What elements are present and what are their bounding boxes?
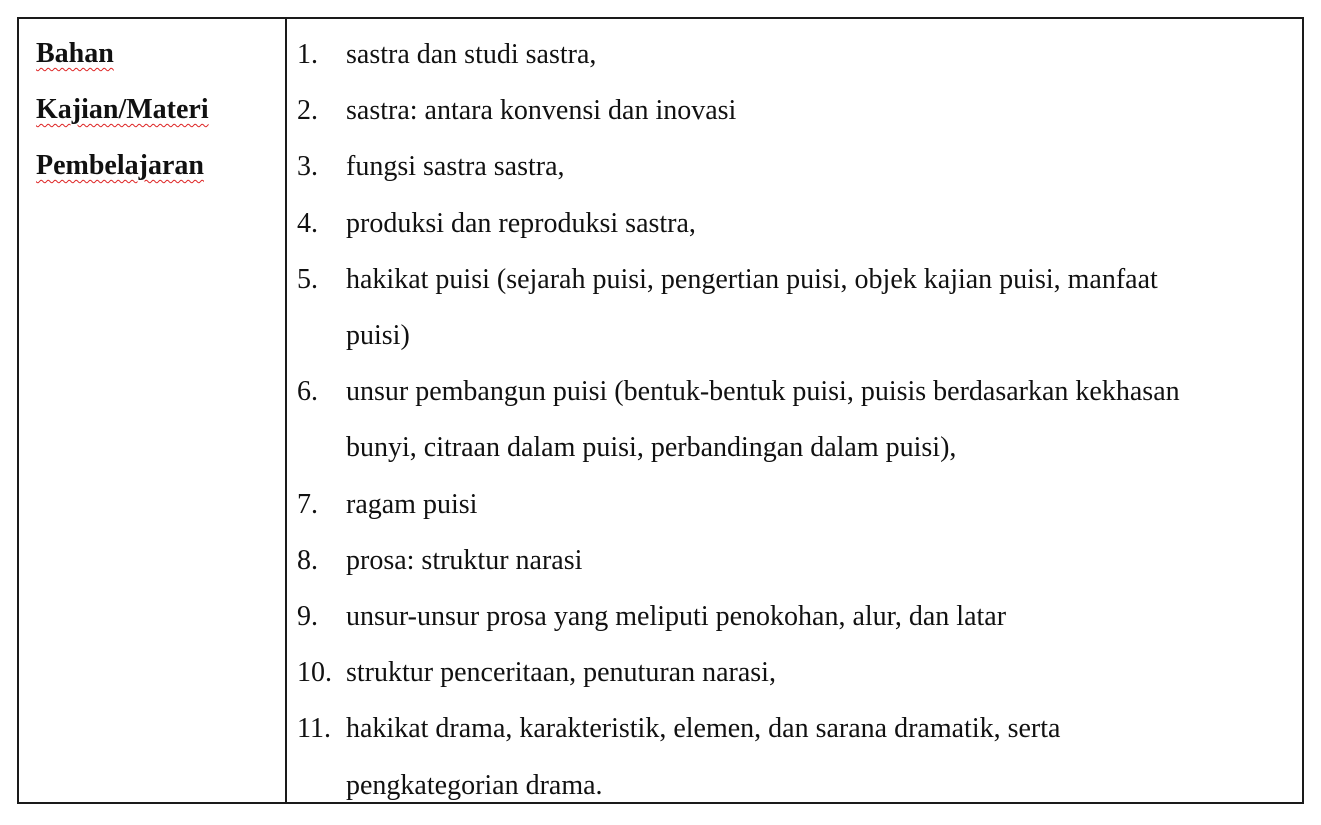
item-text: ragam puisi bbox=[346, 488, 478, 520]
item-text: struktur penceritaan, penuturan narasi, bbox=[346, 657, 776, 689]
item-text: prosa: struktur narasi bbox=[346, 544, 583, 576]
list-item bbox=[297, 645, 1302, 701]
heading-line-3: Pembelajaran bbox=[36, 150, 204, 181]
list-item bbox=[297, 589, 1302, 645]
item-number: 11. bbox=[297, 713, 331, 745]
list-item bbox=[297, 364, 1302, 476]
item-number: 10. bbox=[297, 657, 332, 689]
list-item bbox=[297, 196, 1302, 252]
heading-cell bbox=[19, 19, 287, 802]
list-item bbox=[297, 252, 1302, 364]
heading-line-2: Kajian/Materi bbox=[36, 94, 209, 125]
item-number: 7. bbox=[297, 488, 318, 520]
list-item bbox=[297, 533, 1302, 589]
item-number: 2. bbox=[297, 95, 318, 127]
material-list-cell bbox=[287, 19, 1302, 802]
item-number: 8. bbox=[297, 544, 318, 576]
list-item bbox=[297, 83, 1302, 139]
item-number: 5. bbox=[297, 263, 318, 295]
list-item bbox=[297, 701, 1302, 813]
item-number: 6. bbox=[297, 376, 318, 408]
item-number: 3. bbox=[297, 151, 318, 183]
content-table bbox=[17, 17, 1304, 804]
item-text: sastra: antara konvensi dan inovasi bbox=[346, 95, 737, 127]
item-text: hakikat drama, karakteristik, elemen, dan sarana dramatik, serta pengkategorian drama. bbox=[346, 713, 1061, 801]
list-item bbox=[297, 27, 1302, 83]
list-item bbox=[297, 477, 1302, 533]
item-number: 4. bbox=[297, 207, 318, 239]
item-text: unsur-unsur prosa yang meliputi penokohan, alur, dan latar bbox=[346, 601, 1007, 633]
item-text: sastra dan studi sastra, bbox=[346, 39, 597, 70]
item-text: unsur pembangun puisi (bentuk-bentuk puisi, puisis berdasarkan kekhasan bunyi, citraan dalam puisi, perbandingan dalam puisi), bbox=[346, 376, 1180, 464]
item-number: 9. bbox=[297, 601, 318, 633]
item-text: hakikat puisi (sejarah puisi, pengertian puisi, objek kajian puisi, manfaat puisi) bbox=[346, 263, 1158, 352]
item-number: 1. bbox=[297, 39, 318, 70]
item-text: produksi dan reproduksi sastra, bbox=[346, 207, 696, 239]
item-text: fungsi sastra sastra, bbox=[346, 151, 565, 183]
list-item bbox=[297, 139, 1302, 195]
heading-line-1: Bahan bbox=[36, 38, 114, 69]
material-list bbox=[297, 27, 1302, 814]
